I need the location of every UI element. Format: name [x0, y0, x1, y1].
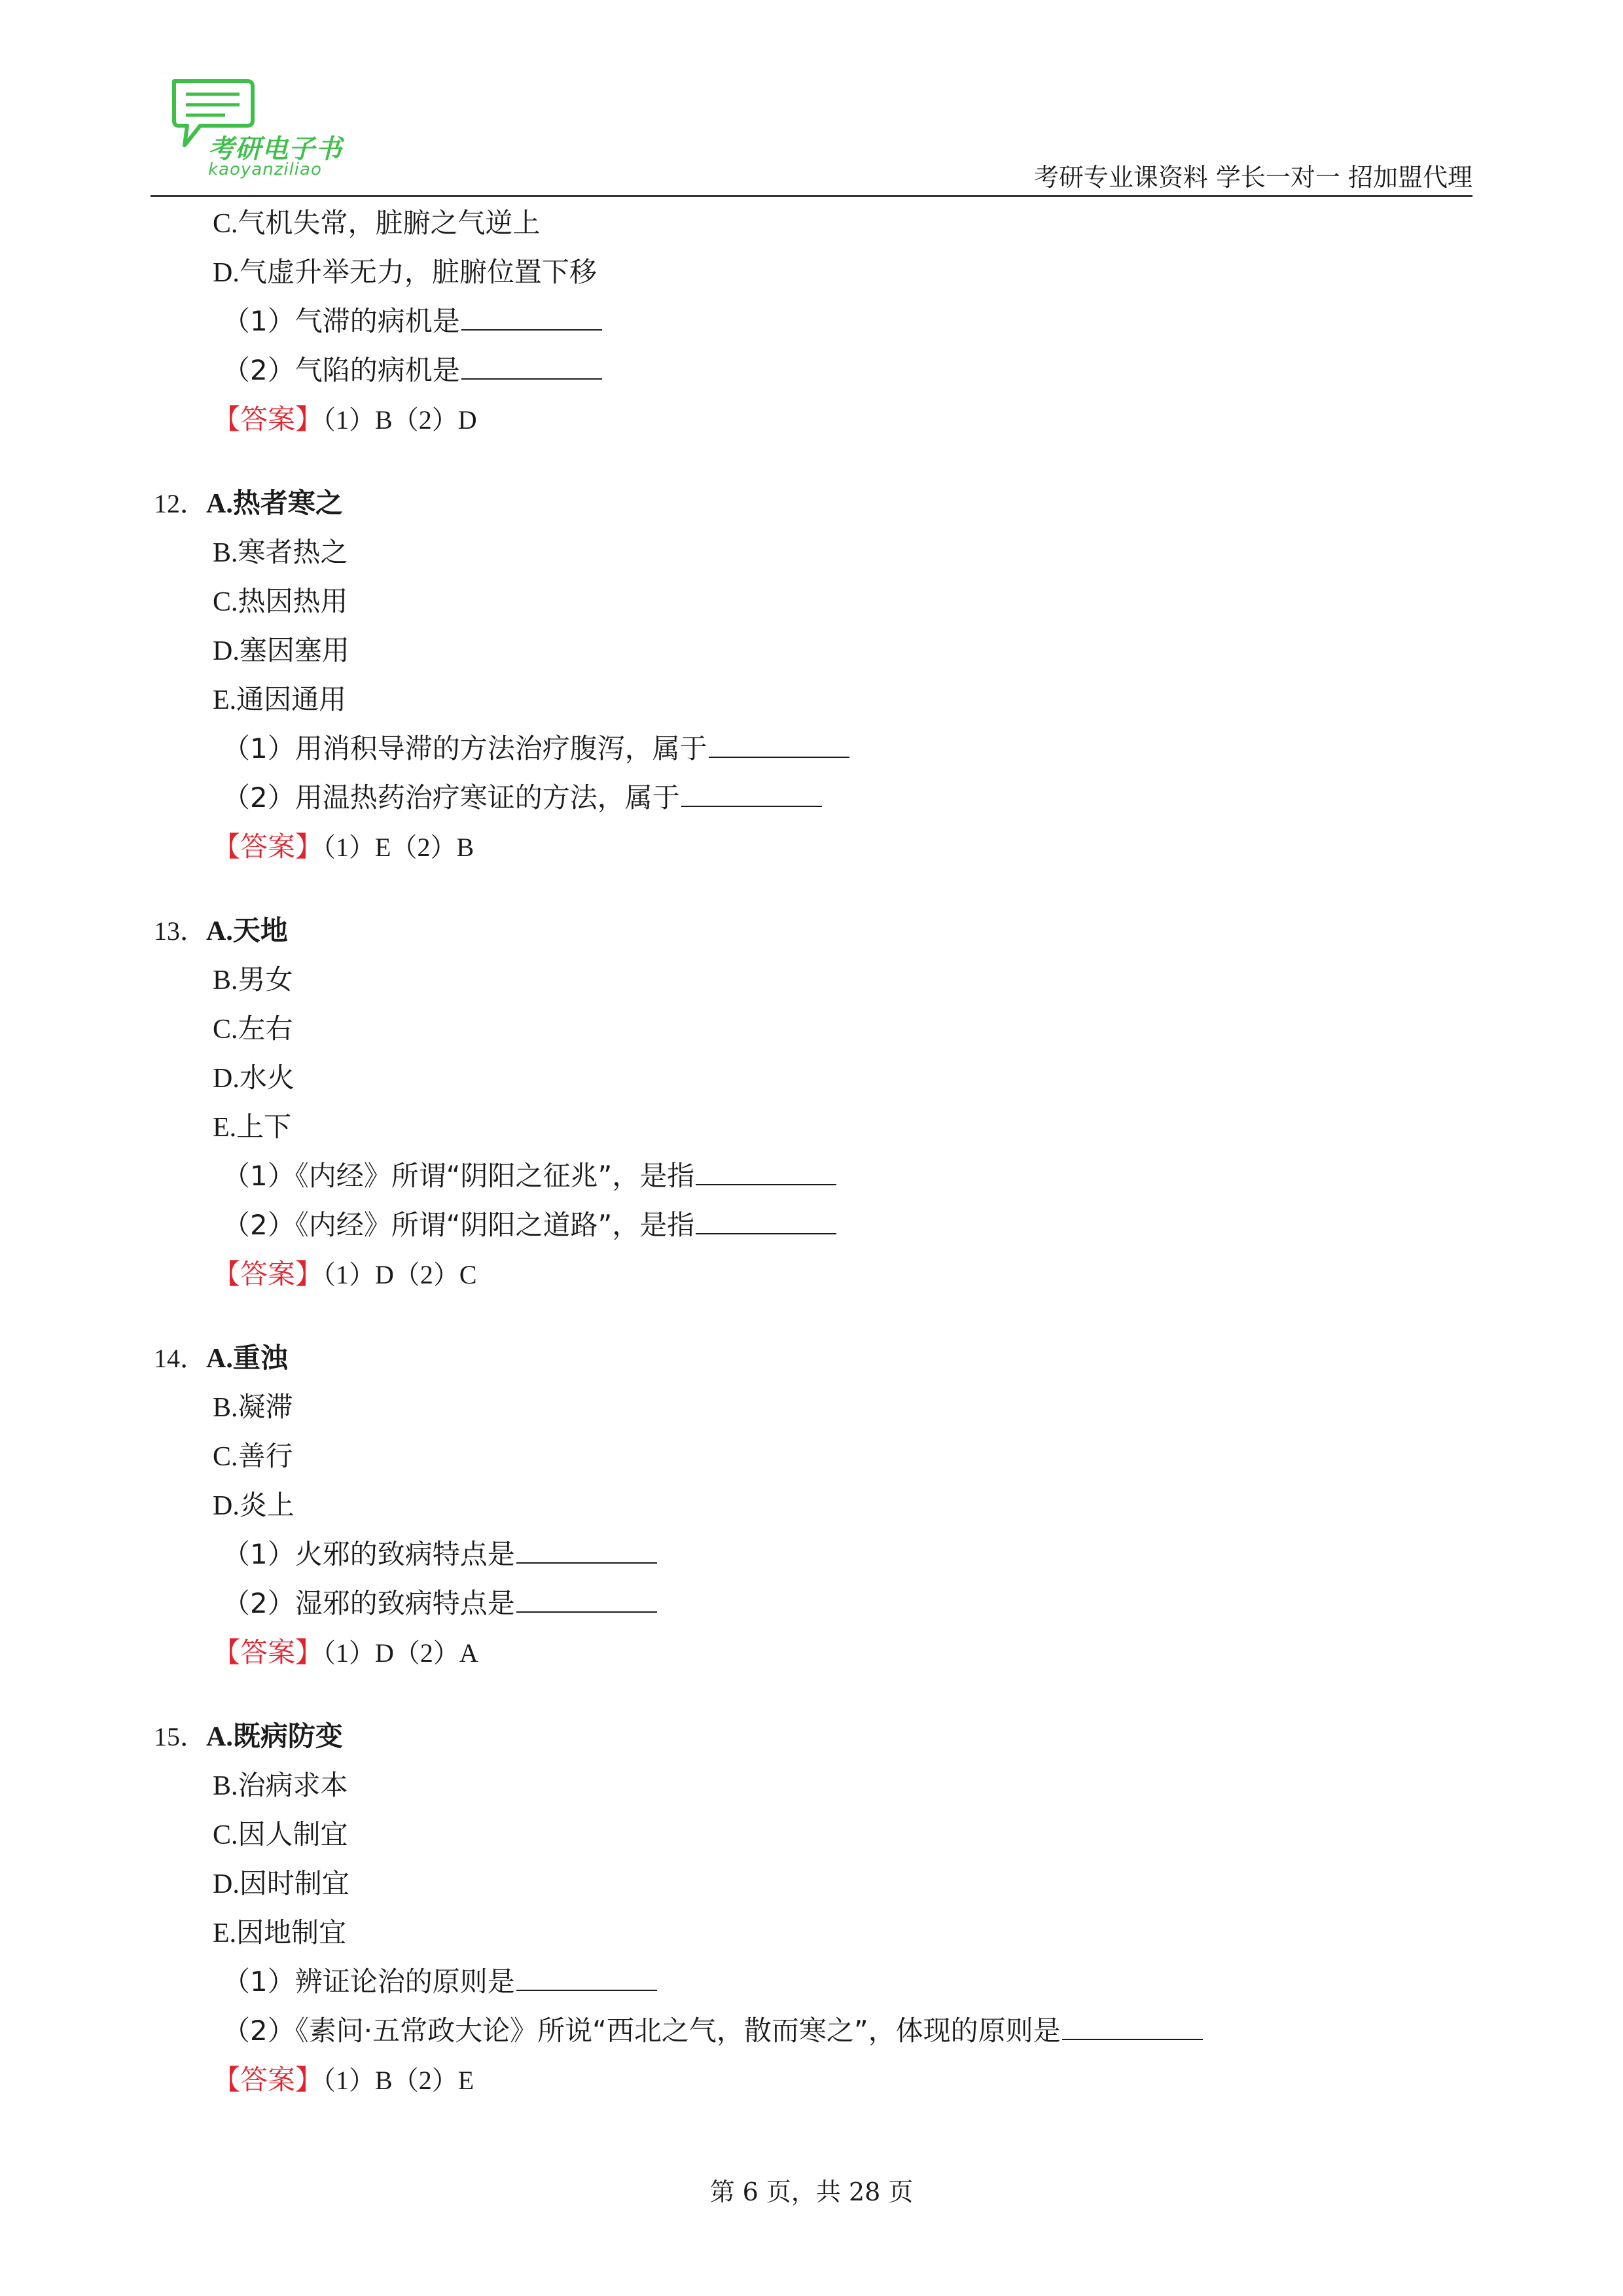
header-divider	[151, 195, 1472, 197]
answer-blank	[516, 1966, 657, 1991]
q15-option-a: 15．A.既病防变	[154, 1720, 343, 1752]
q13-answer: 【答案】（1）D（2）C	[213, 1258, 477, 1290]
page-number: 第 6 页，共 28 页	[709, 2178, 914, 2206]
q14-option-a: 14．A.重浊	[154, 1342, 288, 1374]
q13-sub-2: （2）《内经》所谓“阴阳之道路”，是指	[223, 1209, 836, 1242]
q15-sub-2: （2）《素问·五常政大论》所说“西北之气，散而寒之”，体现的原则是	[223, 2015, 1203, 2047]
q12-option-d: D.塞因塞用	[213, 634, 349, 666]
q15-option-e: E.因地制宜	[213, 1916, 347, 1948]
answer-blank	[516, 1588, 657, 1613]
logo-subtext: kaoyanziliao	[208, 160, 322, 179]
answer-blank	[681, 782, 822, 807]
answer-blank	[1062, 2015, 1203, 2040]
q12-sub-2: （2）用温热药治疗寒证的方法，属于	[223, 781, 822, 814]
q14-option-b: B.凝滞	[213, 1391, 293, 1423]
q13-option-b: B.男女	[213, 963, 293, 996]
q14-option-c: C.善行	[213, 1440, 293, 1472]
q14-sub-2: （2）湿邪的致病特点是	[223, 1587, 657, 1620]
q15-option-d: D.因时制宜	[213, 1867, 349, 1899]
answer-blank	[709, 733, 849, 758]
answer-blank	[696, 1210, 836, 1234]
q14-answer: 【答案】（1）D（2）A	[213, 1636, 478, 1668]
q15-sub-1: （1）辨证论治的原则是	[223, 1965, 657, 1998]
q11-option-c: C.气机失常，脏腑之气逆上	[213, 207, 541, 239]
q12-option-b: B.寒者热之	[213, 536, 348, 568]
q15-option-b: B.治病求本	[213, 1769, 348, 1801]
q11-option-d: D.气虚升举无力，脏腑位置下移	[213, 256, 597, 288]
q11-answer: 【答案】（1）B（2）D	[213, 403, 477, 435]
answer-blank	[516, 1539, 657, 1564]
logo-text: 考研电子书	[208, 134, 342, 164]
answer-blank	[696, 1160, 836, 1185]
q11-sub-1: （1）气滞的病机是	[223, 305, 602, 338]
q12-option-e: E.通因通用	[213, 683, 347, 715]
q12-option-c: C.热因热用	[213, 585, 348, 617]
header-slogan: 考研专业课资料 学长一对一 招加盟代理	[1033, 163, 1472, 192]
q13-option-d: D.水火	[213, 1062, 294, 1094]
answer-blank	[461, 306, 602, 331]
q14-option-d: D.炎上	[213, 1489, 294, 1521]
q13-sub-1: （1）《内经》所谓“阴阳之征兆”，是指	[223, 1160, 836, 1193]
q15-answer: 【答案】（1）B（2）E	[213, 2064, 474, 2096]
q12-option-a: 12．A.热者寒之	[154, 487, 343, 519]
q11-sub-2: （2）气陷的病机是	[223, 354, 602, 387]
q15-option-c: C.因人制宜	[213, 1818, 348, 1850]
q12-sub-1: （1）用消积导滞的方法治疗腹泻，属于	[223, 732, 849, 765]
q13-option-c: C.左右	[213, 1013, 293, 1045]
q13-option-a: 13．A.天地	[154, 914, 288, 946]
q14-sub-1: （1）火邪的致病特点是	[223, 1538, 657, 1571]
answer-blank	[461, 355, 602, 380]
q13-option-e: E.上下	[213, 1111, 292, 1143]
q12-answer: 【答案】（1）E（2）B	[213, 831, 474, 863]
